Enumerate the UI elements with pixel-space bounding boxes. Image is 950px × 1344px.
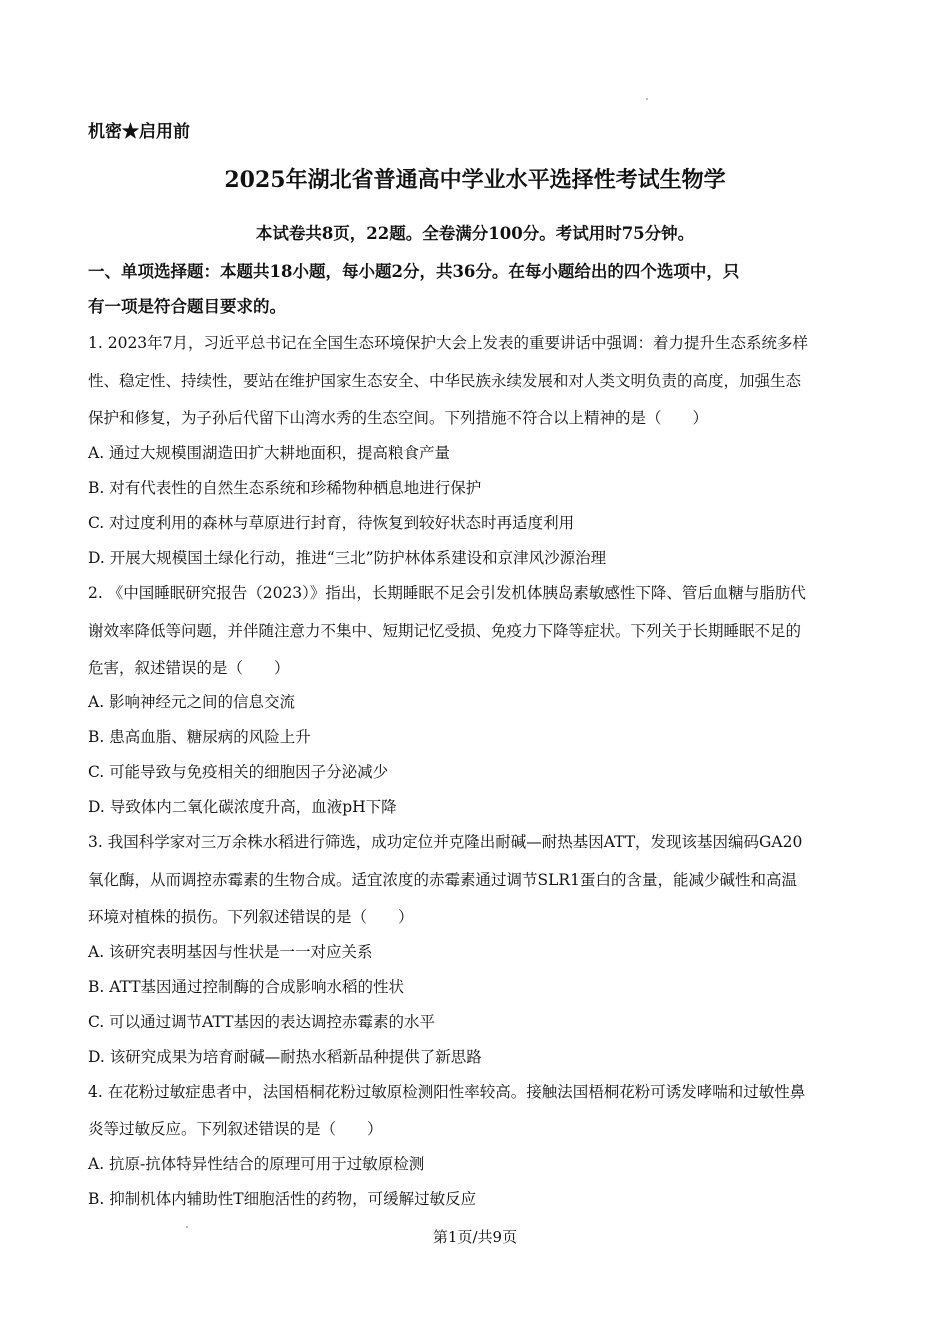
- question-2-option-d: D. 导致体内二氧化碳浓度升高，血液pH下降: [88, 798, 397, 816]
- question-2-option-c: C. 可能导致与免疫相关的细胞因子分泌减少: [88, 763, 389, 781]
- question-2-option-b: B. 患高血脂、糖尿病的风险上升: [88, 728, 311, 746]
- question-3-stem-line-1: 3. 我国科学家对三万余株水稻进行筛选，成功定位并克隆出耐碱—耐热基因ATT，发现该基因编码GA20: [88, 833, 803, 851]
- question-3-option-b: B. ATT基因通过控制酶的合成影响水稻的性状: [88, 978, 405, 996]
- question-3-stem-line-3: 环境对植株的损伤。下列叙述错误的是（ ）: [88, 908, 414, 926]
- question-1-option-c: C. 对过度利用的森林与草原进行封育，待恢复到较好状态时再适度利用: [88, 514, 575, 532]
- question-3-stem-line-2: 氧化酶，从而调控赤霉素的生物合成。适宜浓度的赤霉素通过调节SLR1蛋白的含量，能减少碱性和高温: [88, 871, 797, 889]
- page-number: 第1页/共9页: [432, 1228, 518, 1246]
- question-3-option-c: C. 可以通过调节ATT基因的表达调控赤霉素的水平: [88, 1013, 435, 1031]
- section-instructions-line-1: 一、单项选择题：本题共18小题，每小题2分，共36分。在每小题给出的四个选项中，只: [88, 262, 740, 281]
- question-2-stem-line-3: 危害，叙述错误的是（ ）: [88, 659, 290, 677]
- exam-info: 本试卷共8页，22题。全卷满分100分。考试用时75分钟。: [255, 224, 695, 243]
- question-1-stem-line-1: 1. 2023年7月，习近平总书记在全国生态环境保护大会上发表的重要讲话中强调：着力提升生态系统多样: [88, 334, 809, 352]
- question-4-stem-line-2: 炎等过敏反应。下列叙述错误的是（ ）: [88, 1120, 383, 1138]
- question-1-option-d: D. 开展大规模国土绿化行动，推进“三北”防护林体系建设和京津风沙源治理: [88, 549, 607, 567]
- question-2-stem-line-2: 谢效率降低等问题，并伴随注意力不集中、短期记忆受损、免疫力下降等症状。下列关于长期睡眠不足的: [88, 622, 802, 640]
- question-1-option-b: B. 对有代表性的自然生态系统和珍稀物种栖息地进行保护: [88, 479, 482, 497]
- scan-speck: [646, 98, 648, 100]
- question-2-option-a: A. 影响神经元之间的信息交流: [88, 693, 296, 711]
- question-1-stem-line-2: 性、稳定性、持续性，要站在维护国家生态安全、中华民族永续发展和对人类文明负责的高度，加强生态: [88, 372, 802, 390]
- question-1-option-a: A. 通过大规模围湖造田扩大耕地面积，提高粮食产量: [88, 444, 451, 462]
- question-3-option-a: A. 该研究表明基因与性状是一一对应关系: [88, 943, 373, 961]
- question-4-option-b: B. 抑制机体内辅助性T细胞活性的药物，可缓解过敏反应: [88, 1190, 477, 1208]
- question-2-stem-line-1: 2. 《中国睡眠研究报告（2023）》指出，长期睡眠不足会引发机体胰岛素敏感性下降、管后血糖与脂肪代: [88, 584, 806, 602]
- question-4-option-a: A. 抗原-抗体特异性结合的原理可用于过敏原检测: [88, 1155, 425, 1173]
- question-4-stem-line-1: 4. 在花粉过敏症患者中，法国梧桐花粉过敏原检测阳性率较高。接触法国梧桐花粉可诱发哮喘和过敏性鼻: [88, 1083, 806, 1101]
- confidential-label: 机密★启用前: [88, 122, 190, 142]
- exam-title: 2025年湖北省普通高中学业水平选择性考试生物学: [224, 167, 726, 193]
- section-instructions-line-2: 有一项是符合题目要求的。: [88, 297, 286, 316]
- question-3-option-d: D. 该研究成果为培育耐碱—耐热水稻新品种提供了新思路: [88, 1048, 482, 1066]
- question-1-stem-line-3: 保护和修复，为子孙后代留下山湾水秀的生态空间。下列措施不符合以上精神的是（ ）: [88, 409, 709, 427]
